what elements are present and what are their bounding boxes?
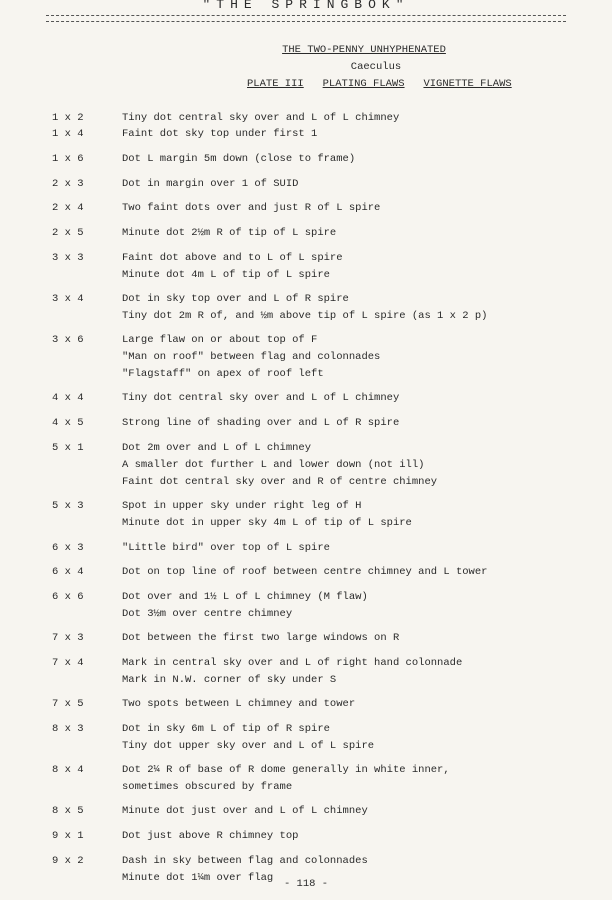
flaw-description <box>122 630 542 647</box>
stamp-position: 9 x 2 <box>52 855 84 867</box>
flaw-description <box>122 828 542 845</box>
stamp-position: 6 x 3 <box>52 542 84 554</box>
plate-header <box>247 78 512 90</box>
stamp-position: 8 x 5 <box>52 805 84 817</box>
description-line: Minute dot just over and L of L chimney <box>122 805 368 817</box>
plating-flaws-label: PLATING FLAWS <box>322 78 405 90</box>
description-line: Dot 2m over and L of L chimney <box>122 442 312 454</box>
description-line: Dot on top line of roof between centre chimney and L tower <box>122 566 488 578</box>
stamp-position: 2 x 5 <box>52 227 84 239</box>
flaw-description <box>122 415 542 432</box>
flaw-description <box>122 151 542 168</box>
stamp-position: 7 x 3 <box>52 632 84 644</box>
flaw-description <box>122 564 542 581</box>
description-line: Tiny dot upper sky over and L of L spire <box>122 740 375 752</box>
description-line: sometimes obscured by frame <box>122 781 293 793</box>
description-line: Strong line of shading over and L of R spire <box>122 417 400 429</box>
stamp-position: 5 x 1 <box>52 442 84 454</box>
description-line: Dot 3½m over centre chimney <box>122 608 293 620</box>
description-line: Faint dot central sky over and R of centre chimney <box>122 476 438 488</box>
stamp-position: 4 x 4 <box>52 392 84 404</box>
description-line: Dot over and 1½ L of L chimney (M flaw) <box>122 591 368 603</box>
description-line: Tiny dot central sky over and L of L chimney <box>122 392 400 404</box>
flaw-description <box>122 721 542 755</box>
description-line: Dash in sky between flag and colonnades <box>122 855 368 867</box>
flaw-description <box>122 176 542 193</box>
flaw-description <box>122 332 542 383</box>
stamp-position: 6 x 4 <box>52 566 84 578</box>
description-line: Minute dot 4m L of tip of L spire <box>122 269 330 281</box>
description-line: Tiny dot 2m R of, and ½m above tip of L spire (as 1 x 2 p) <box>122 310 488 322</box>
stamp-position: 7 x 5 <box>52 698 84 710</box>
flaw-description <box>122 498 542 532</box>
flaw-description <box>122 110 542 127</box>
description-line: Dot in margin over 1 of SUID <box>122 178 299 190</box>
stamp-position: 2 x 3 <box>52 178 84 190</box>
flaw-description <box>122 291 542 325</box>
description-line: "Little bird" over top of L spire <box>122 542 330 554</box>
stamp-position: 1 x 2 <box>52 112 84 124</box>
flaw-description <box>122 540 542 557</box>
page-number: - 118 - <box>283 878 329 890</box>
stamp-position: 3 x 6 <box>52 334 84 346</box>
stamp-position: 1 x 4 <box>52 128 84 140</box>
stamp-position: 4 x 5 <box>52 417 84 429</box>
description-line: Minute dot 1¼m over flag <box>122 872 274 884</box>
stamp-position: 2 x 4 <box>52 202 84 214</box>
flaw-description <box>122 225 542 242</box>
description-line: Dot in sky top over and L of R spire <box>122 293 349 305</box>
description-line: "Man on roof" between flag and colonnades <box>122 351 381 363</box>
flaw-description <box>122 440 542 491</box>
vignette-flaws-label: VIGNETTE FLAWS <box>423 78 512 90</box>
description-line: "Flagstaff" on apex of roof left <box>122 368 324 380</box>
description-line: Two faint dots over and just R of L spire <box>122 202 381 214</box>
flaw-description <box>122 589 542 623</box>
description-line: Dot L margin 5m down (close to frame) <box>122 153 356 165</box>
description-line: Faint dot above and to L of L spire <box>122 252 343 264</box>
flaw-description <box>122 250 542 284</box>
description-line: Dot just above R chimney top <box>122 830 299 842</box>
stamp-position: 5 x 3 <box>52 500 84 512</box>
description-line: Minute dot in upper sky 4m L of tip of L spire <box>122 517 412 529</box>
double-dashed-rule <box>46 15 566 22</box>
description-line: Mark in central sky over and L of right hand colonnade <box>122 657 463 669</box>
article-title: THE TWO-PENNY UNHYPHENATED <box>282 44 446 56</box>
description-line: Dot 2¼ R of base of R dome generally in white inner, <box>122 764 450 776</box>
flaw-description <box>122 126 542 143</box>
flaw-description <box>122 390 542 407</box>
description-line: Large flaw on or about top of F <box>122 334 318 346</box>
stamp-position: 8 x 3 <box>52 723 84 735</box>
description-line: Faint dot sky top under first 1 <box>122 128 318 140</box>
stamp-position: 6 x 6 <box>52 591 84 603</box>
description-line: Dot between the first two large windows on R <box>122 632 400 644</box>
stamp-position: 3 x 3 <box>52 252 84 264</box>
stamp-position: 1 x 6 <box>52 153 84 165</box>
plate-label: PLATE III <box>247 78 304 90</box>
flaw-description <box>122 655 542 689</box>
description-line: Minute dot 2½m R of tip of L spire <box>122 227 337 239</box>
stamp-position: 7 x 4 <box>52 657 84 669</box>
description-line: Mark in N.W. corner of sky under S <box>122 674 337 686</box>
description-line: Two spots between L chimney and tower <box>122 698 356 710</box>
flaw-description <box>122 200 542 217</box>
journal-title: "THE SPRINGBOK" <box>202 0 410 12</box>
flaw-description <box>122 762 542 796</box>
flaw-description <box>122 696 542 713</box>
stamp-position: 9 x 1 <box>52 830 84 842</box>
description-line: Dot in sky 6m L of tip of R spire <box>122 723 330 735</box>
stamp-position: 3 x 4 <box>52 293 84 305</box>
description-line: Tiny dot central sky over and L of L chimney <box>122 112 400 124</box>
description-line: Spot in upper sky under right leg of H <box>122 500 362 512</box>
stamp-position: 8 x 4 <box>52 764 84 776</box>
article-author: Caeculus <box>350 61 402 73</box>
description-line: A smaller dot further L and lower down (not ill) <box>122 459 425 471</box>
flaw-description <box>122 803 542 820</box>
